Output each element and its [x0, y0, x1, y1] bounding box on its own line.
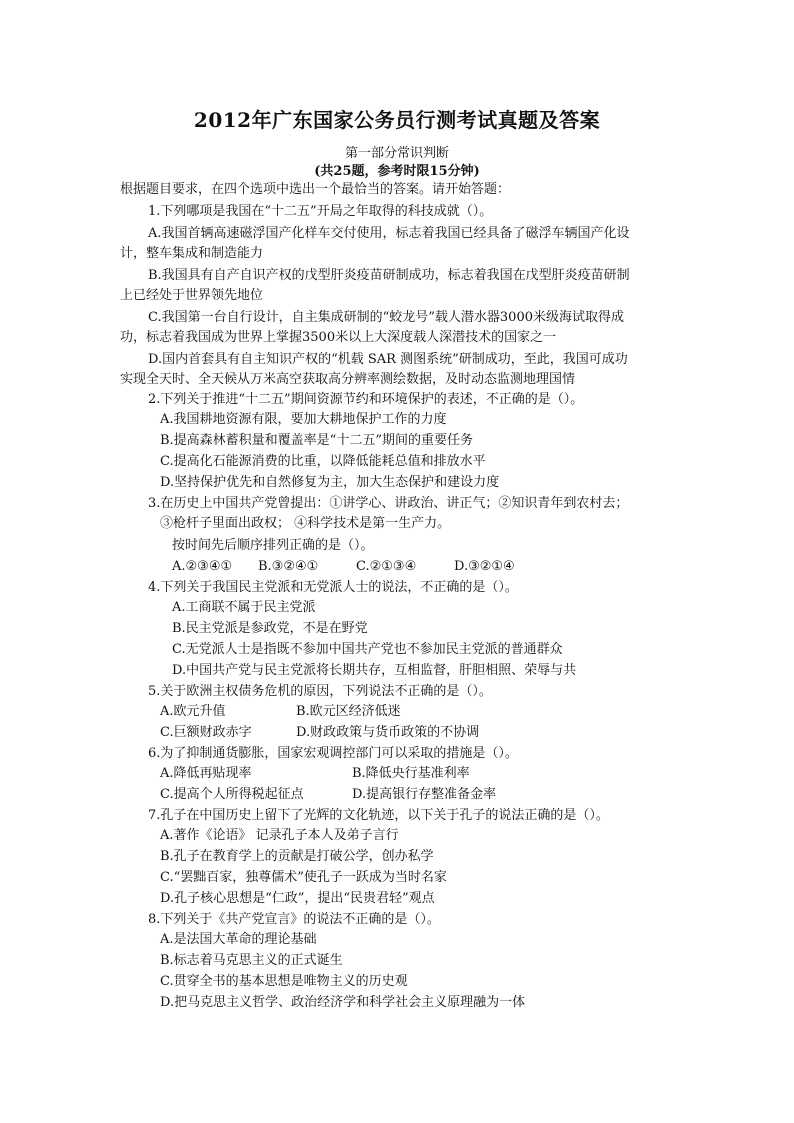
question-6-stem: 6.为了抑制通货膨胀，国家宏观调控部门可以采取的措施是（）。 [148, 746, 518, 761]
question-2-option-c: C.提高化石能源消费的比重，以降低能耗总值和排放水平 [160, 454, 486, 469]
document-title: 2012年广东国家公务员行测考试真题及答案 [193, 108, 601, 132]
question-3-prompt: 按时间先后顺序排列正确的是（）。 [172, 538, 374, 553]
question-5-option-c: C.巨额财政赤字 [160, 725, 252, 740]
question-2-stem: 2.下列关于推进“十二五”期间资源节约和环境保护的表述，不正确的是（）。 [148, 392, 584, 407]
question-7-option-b: B.孔子在教育学上的贡献是打破公学，创办私学 [160, 849, 434, 864]
section-note: (共25题，参考时限15分钟) [314, 164, 480, 179]
question-1-option-d-cont: 实现全天时、全天候从万米高空获取高分辨率测绘数据，及时动态监测地理国情 [120, 372, 576, 387]
question-7-option-c: C.“罢黜百家，独尊儒术”使孔子一跃成为当时名家 [160, 870, 447, 885]
question-8-option-d: D.把马克思主义哲学、政治经济学和科学社会主义原理融为一体 [160, 995, 526, 1010]
question-3-option-d: D.③②①④ [454, 559, 515, 574]
question-2-option-b: B.提高森林蓄积量和覆盖率是“十二五”期间的重要任务 [160, 433, 473, 448]
question-1-option-a-cont: 计，整车集成和制造能力 [120, 246, 264, 261]
question-1-stem: 1.下列哪项是我国在“十二五”开局之年取得的科技成就（）。 [148, 204, 493, 219]
question-1-option-a: A.我国首辆高速磁浮国产化样车交付使用，标志着我国已经具备了磁浮车辆国产化设 [148, 226, 630, 241]
section-heading: 第一部分常识判断 [344, 146, 449, 161]
question-1-option-b-cont: 上已经处于世界领先地位 [120, 288, 264, 303]
question-3-stem: 3.在历史上中国共产党曾提出：①讲学心、讲政治、讲正气；②知识青年到农村去； [148, 496, 629, 511]
question-4-option-c: C.无党派人士是指既不参加中国共产党也不参加民主党派的普通群众 [172, 642, 563, 657]
question-3-option-a: A.②③④① [172, 559, 233, 574]
question-5-option-a: A.欧元升值 [160, 704, 226, 719]
question-4-option-a: A.工商联不属于民主党派 [172, 600, 316, 615]
question-2-option-d: D.坚持保护优先和自然修复为主，加大生态保护和建设力度 [160, 475, 500, 490]
question-1-option-c: C.我国第一台自行设计，自主集成研制的“蛟龙号”载人潜水器3000米级海试取得成 [148, 310, 624, 325]
question-3-stem-cont: ③枪杆子里面出政权； ④科学技术是第一生产力。 [160, 516, 451, 531]
question-8-option-c: C.贯穿全书的基本思想是唯物主义的历史观 [160, 974, 408, 989]
question-4-option-b: B.民主党派是参政党，不是在野党 [172, 621, 368, 636]
question-6-option-d: D.提高银行存整准备金率 [352, 787, 497, 802]
question-5-option-b: B.欧元区经济低迷 [296, 704, 401, 719]
question-6-option-b: B.降低央行基准利率 [352, 766, 470, 781]
question-6-option-c: C.提高个人所得税起征点 [160, 787, 304, 802]
question-4-option-d: D.中国共产党与民主党派将长期共存，互相监督，肝胆相照、荣辱与共 [172, 663, 577, 678]
question-1-option-d: D.国内首套具有自主知识产权的“机载 SAR 测图系统”研制成功，至此，我国可成功 [148, 352, 628, 367]
question-8-stem: 8.下列关于《共产党宣言》的说法不正确的是（）。 [148, 912, 440, 927]
question-2-option-a: A.我国耕地资源有限，要加大耕地保护工作的力度 [160, 412, 447, 427]
question-7-stem: 7.孔子在中国历史上留下了光辉的文化轨迹，以下关于孔子的说法正确的是（）。 [148, 808, 609, 823]
question-4-stem: 4.下列关于我国民主党派和无党派人士的说法，不正确的是（）。 [148, 580, 518, 595]
instruction-text: 根据题目要求，在四个选项中选出一个最恰当的答案。请开始答题： [120, 182, 511, 197]
question-8-option-b: B.标志着马克思主义的正式诞生 [160, 953, 343, 968]
question-7-option-d: D.孔子核心思想是“仁政”，提出“民贵君轻”观点 [160, 891, 435, 906]
question-7-option-a: A.著作《论语》 记录孔子本人及弟子言行 [160, 828, 399, 843]
question-8-option-a: A.是法国大革命的理论基础 [160, 932, 317, 947]
question-3-option-b: B.③②④① [258, 559, 319, 574]
question-3-option-c: C.②①③④ [356, 559, 417, 574]
question-5-stem: 5.关于欧洲主权债务危机的原因，下列说法不正确的是（）。 [148, 684, 492, 699]
question-1-option-b: B.我国具有自产自识产权的戊型肝炎疫苗研制成功，标志着我国在戊型肝炎疫苗研制 [148, 268, 630, 283]
question-1-option-c-cont: 功，标志着我国成为世界上掌握3500米以上大深度载人深潜技术的国家之一 [120, 330, 557, 345]
question-6-option-a: A.降低再贴现率 [160, 766, 252, 781]
question-5-option-d: D.财政政策与货币政策的不协调 [296, 725, 480, 740]
